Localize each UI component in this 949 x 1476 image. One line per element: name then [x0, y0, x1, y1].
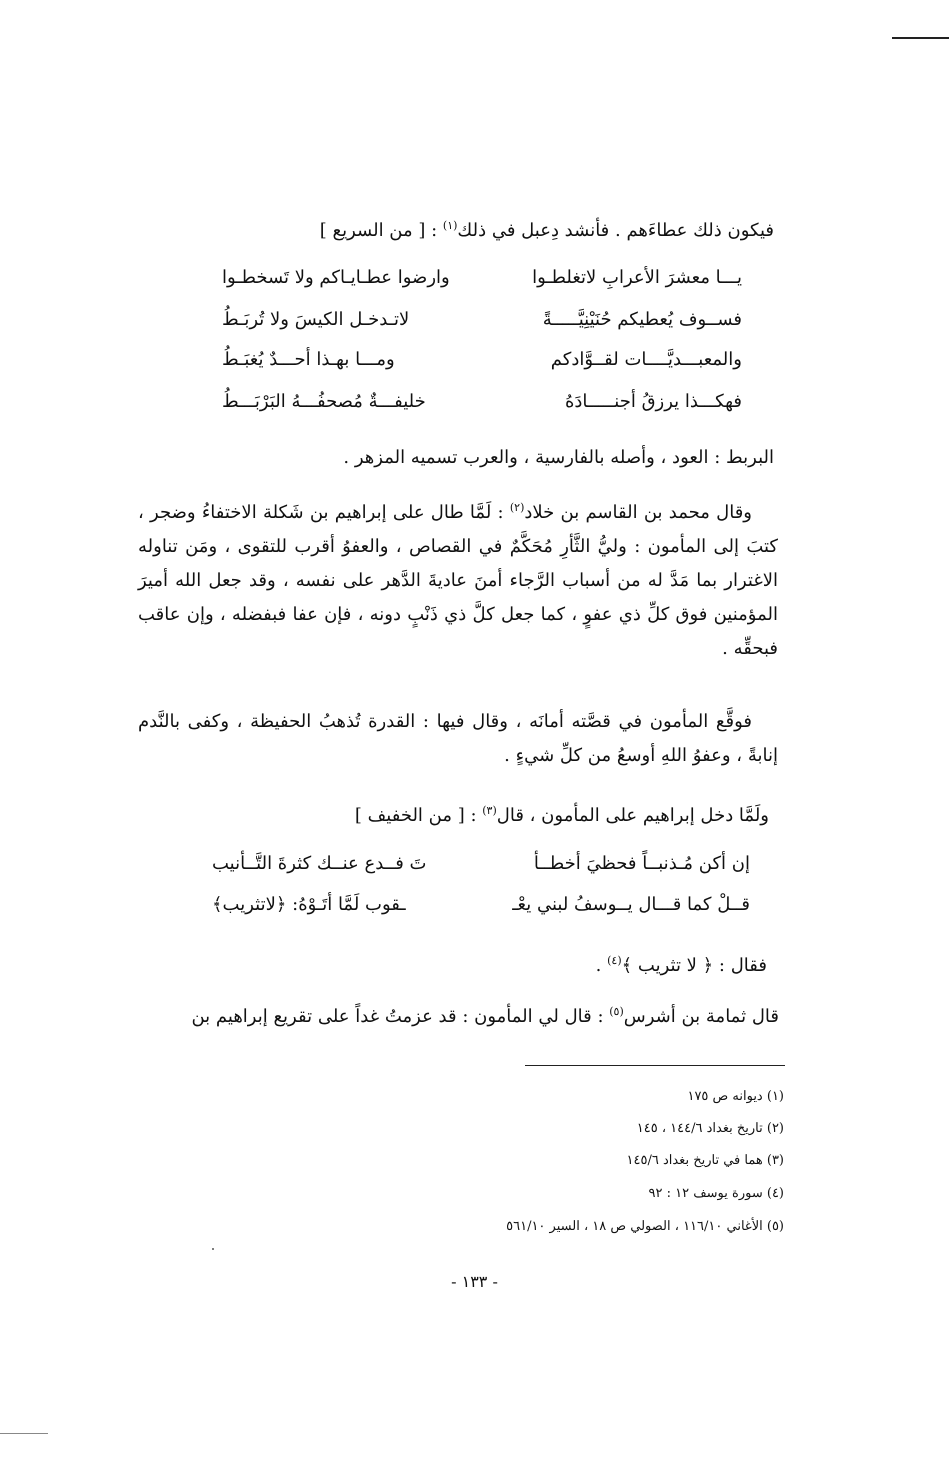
verse	[222, 388, 742, 416]
intro-line: فيكون ذلك عطاءَهم . فأنشد دِعبل في ذلك$^{(١)}$ : [ من السريع ]	[319, 219, 774, 241]
verse-first-hemistich: إن أكن مُـذنبــاً فحظيَ أخطــأ	[533, 853, 750, 874]
verse-first-hemistich: قــلْ كما قـــال يــوسفُ لبني يعْـ	[512, 894, 750, 915]
scan-edge-mark	[892, 37, 949, 39]
verse-second-hemistich: وارضوا عطـايـاكم ولا تَسخطـوا	[222, 267, 450, 288]
verse-second-hemistich: لاتـدخـل الكيسَ ولا تُربَـطُ	[222, 309, 410, 330]
gloss-line: البربط : العود ، وأصله بالفارسية ، والعرب تسميه المزهر .	[343, 447, 774, 468]
verse-first-hemistich: يـــا معشرَ الأعرابِ لاتغلطـوا	[532, 267, 742, 288]
verse-first-hemistich: فهكـــذا يرزقُ أجنـــــادَهُ	[564, 391, 742, 412]
paragraph-reply: فوقَّع المأمون في قصَّته أمانَه ، وقال فيها : القدرة تُذهبُ الحفيظة ، وكفى بالنَّدم إنابةً ، وعفوُ اللهِ أوسعُ من كلِّ شيءٍ .	[138, 711, 778, 766]
verse	[222, 346, 742, 374]
verse	[222, 264, 742, 292]
verse	[212, 850, 750, 878]
verse-first-hemistich: فســوف يُعطيكم حُنَيْنِيَّـــــةً	[542, 309, 742, 330]
page-number: - ١٣٣ -	[451, 1272, 498, 1291]
footnote: (٥) الأغاني ١١٦/١٠ ، الصولي ص ١٨ ، السير ٥٦١/١٠	[506, 1219, 784, 1234]
paragraph-entry: ولَمَّا دخل إبراهيم على المأمون ، قال$^{(٣)}$ : [ من الخفيف ]	[354, 804, 769, 826]
verse-second-hemistich: ومـــا بهـذا أحـــدٌ يُغبَـطُ	[222, 349, 395, 370]
scan-speck	[212, 1248, 214, 1250]
footnote: (١) ديوانه ص ١٧٥	[687, 1089, 784, 1104]
scan-edge-mark-bottom	[0, 1433, 48, 1434]
verse	[222, 306, 742, 334]
paragraph-thumama: قال ثمامة بن أشرس$^{(٥)}$ : قال لي المأمون : قد عزمتُ غداً على تقريع إبراهيم بن	[191, 1005, 779, 1027]
paragraph-response: فقال : ﴿ لا تثريب ﴾$^{(٤)}$ .	[595, 954, 767, 976]
verse-second-hemistich: خليفـــةٌ مُصحفُـــهُ البَرْبَـــطُ	[222, 391, 426, 412]
footnote: (٤) سورة يوسف ١٢ : ٩٢	[648, 1186, 784, 1201]
footnote: (٢) تاريخ بغداد ١٤٤/٦ ، ١٤٥	[636, 1121, 784, 1136]
paragraph-letter: وقال محمد بن القاسم بن خلاد$^{(٢)}$ : لَمَّا طال على إبراهيم بن شَكلة الاختفاءُ وضجر ، كتبَ إلى المأمون : وليُّ الثَّأرِ مُحَكَّمٌ في القصاص ، والعفوُ أقرب للتقوى ، ومَن تناوله الاغترار بما مَدَّ له من أسباب الرَّجاء أمنَ عاديةَ الدَّهر على نفسه ، وقد جعل الله أميرَ المؤمنين فوق كلِّ ذي عفوٍ ، كما جعل كلَّ ذي ذَنْبٍ دونه ، فإن عفا فبفضله ، وإن عاقب فبحقِّه .	[138, 501, 778, 659]
verse-second-hemistich: ـقوب لَمَّا أتَـوْهُ: ﴿لاتثريب﴾	[212, 894, 406, 915]
verse-second-hemistich: تَ فــدع عنــك كثرةَ التَّــأنيب	[212, 853, 427, 874]
verse	[212, 891, 750, 919]
verse-first-hemistich: والمعبـــديَّــــات لقــوَّادكم	[550, 349, 742, 370]
footnote-rule	[525, 1065, 785, 1066]
footnote: (٣) هما في تاريخ بغداد ١٤٥/٦	[626, 1153, 784, 1168]
